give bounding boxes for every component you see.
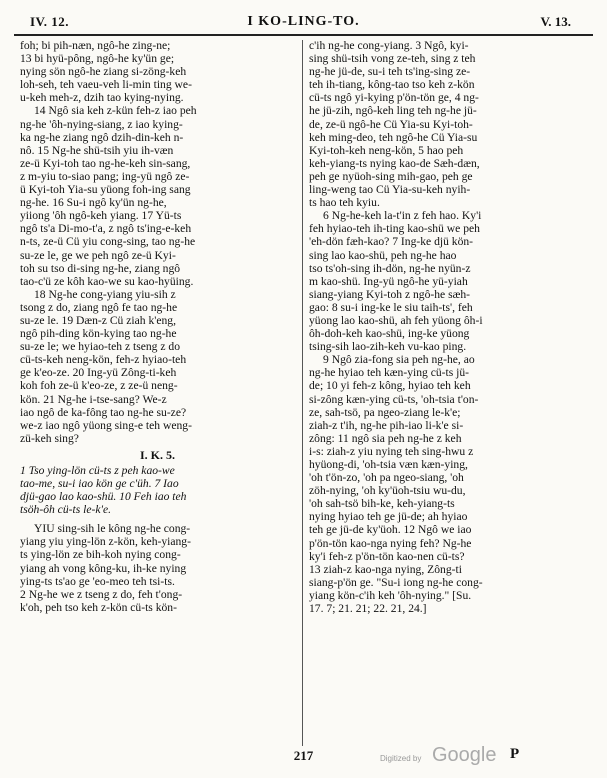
text-line: tao-me, su-i iao kön ge c'üh. 7 Iao: [20, 477, 179, 490]
text-line: i-s: ziah-z yiu nying teh sing-hwu z: [309, 444, 474, 458]
text-line: ng-he. 16 Su-i ngô ky'ün ng-he,: [20, 196, 167, 210]
text-line: ts ying-lön ze bih-koh nying cong-: [20, 548, 181, 562]
text-line: 17. 7; 21. 21; 22. 21, 24.]: [309, 602, 427, 616]
text-line: loh-seh, teh vaeu-veh li-min ting we-: [20, 78, 192, 92]
text-line: 13 bi hyü-pông, ngô-he ky'ün ge;: [20, 52, 175, 66]
text-line: Kyi-toh-keh neng-kön, 5 hao peh: [309, 143, 464, 157]
chapter-summary: [20, 464, 295, 516]
text-line: tsing-sih lao-zih-keh vu-kao ping.: [309, 340, 467, 354]
text-line: m kao-shü. Ing-yü ngô-he yü-yiah: [309, 274, 468, 288]
text-line: keh-yiang-ts nying kao-de Sæh-dæn,: [309, 156, 480, 170]
text-line: tsong z do, ziang ngô fe tao ng-he: [20, 300, 178, 314]
text-line: 6 Ng-he-keh la-t'in z feh hao. Ky'i: [323, 209, 482, 223]
text-line: c'ih ng-he cong-yiang. 3 Ngô, kyi-: [309, 39, 469, 52]
text-line: k'oh, peh tso keh z-kön cü-ts kön-: [20, 600, 177, 614]
text-line: 'oh sah-tsö bih-ke, keh-yiang-ts: [309, 497, 455, 511]
text-line: peh ge nyüoh-sing mih-gao, peh ge: [309, 169, 473, 183]
text-line: zông: 11 ngô sia peh ng-he z keh: [309, 431, 462, 445]
text-line: ziah-z t'ih, ng-he pih-iao li-k'e si-: [309, 418, 464, 432]
header-rule: [14, 34, 593, 36]
text-line: tso ts'oh-sing ih-dön, ng-he nyün-z: [309, 261, 471, 275]
text-line: z m-yiu to-siao pang; ing-yü ngô ze-: [20, 169, 190, 183]
text-line: ka ng-he ziang ngô dzih-din-keh n-: [20, 130, 184, 144]
text-line: djü-gao lao kao-shü. 10 Feh iao teh: [20, 490, 187, 504]
text-line: su-ze le, ge we peh ngô ze-ü Kyi-: [20, 248, 176, 262]
text-line: ts hao teh kyiu.: [309, 196, 380, 210]
chapter-heading: I. K. 5.: [139, 447, 175, 462]
text-line: yiang yiu ying-lön z-kön, keh-yiang-: [20, 535, 191, 549]
text-line: ze, sah-tsö, pa ngeo-ziang le-k'e;: [309, 405, 461, 419]
text-line: zöh-nying, 'oh ky'üoh-tsiu wu-du,: [309, 484, 466, 498]
text-line: de; 10 yi feh-z kông, hyiao teh keh: [309, 379, 471, 393]
left-text-block-b: [20, 522, 295, 614]
text-line: sing shü-tsih vong ze-teh, sing z teh: [309, 52, 476, 66]
right-column: [309, 39, 594, 615]
text-line: toh su tso di-sing ng-he, ziang ngô: [20, 261, 181, 275]
text-line: he jü-zih, ngô-keh ling teh ng-he jü-: [309, 104, 477, 118]
text-line: su-ze le; we hyiao-teh z tseng z do: [20, 340, 180, 354]
digitized-by-label: Digitized by: [380, 754, 422, 763]
text-line: 'oh t'ön-zo, 'oh pa ngeo-siang, 'oh: [309, 471, 464, 485]
text-line: 9 Ngô zia-fong sia peh ng-he, ao: [323, 353, 475, 367]
header-book-title: I KO-LING-TO.: [247, 14, 360, 29]
text-line: koh foh ze-ü k'eo-ze, z ze-ü neng-: [20, 379, 178, 393]
text-line: nô. 15 Ng-he shü-tsih yiu ih-væn: [20, 143, 174, 157]
text-line: ze-ü Kyi-toh tao ng-he-keh sin-sang,: [20, 156, 191, 170]
text-line: yiang kön-c'ih keh 'ôh-nying." [Su.: [309, 588, 472, 602]
text-line: 2 Ng-he we z tseng z do, feh t'ong-: [20, 587, 183, 601]
text-line: 13 ziah-z kao-nga nying, Zông-ti: [309, 562, 462, 576]
page-footer: [0, 744, 607, 772]
header-chapter-ref: IV. 12.: [30, 14, 70, 29]
text-line: 1 Tso ying-lön cü-ts z peh kao-we: [20, 463, 175, 477]
text-line: 14 Ngô sia keh z-kün feh-z iao peh: [34, 104, 197, 118]
right-text-block: [309, 39, 594, 615]
text-line: yiiong 'ôh ngô-keh yiang. 17 Yü-ts: [20, 209, 182, 223]
text-line: zü-keh sing?: [20, 431, 79, 445]
text-line: de, ze-ü ngô-he Cü Yia-su Kyi-toh-: [309, 117, 473, 131]
text-line: gao: 8 su-i ing-ke le siu taih-ts', feh: [309, 300, 473, 314]
text-line: ng-he 'ôh-nying-siang, z iao kying-: [20, 117, 183, 131]
left-text-block-a: [20, 39, 295, 445]
text-line: we-z iao ngô yüong sing-e teh weng-: [20, 418, 192, 432]
text-line: iao ngô de ka-fông tao ng-he su-ze?: [20, 405, 187, 419]
text-line: YIU sing-sih le kông ng-he cong-: [34, 522, 191, 536]
text-line: sing lao kao-shü, peh ng-he hao: [309, 248, 457, 262]
text-line: ngô ts'a Di-mo-t'a, z ngô ts'ing-e-keh: [20, 222, 192, 236]
text-line: siang-p'ön ge. "Su-i iong ng-he cong-: [309, 575, 483, 589]
text-line: cü-ts-keh neng-kön, feh-z hyiao-teh: [20, 353, 187, 367]
text-line: ky'i feh-z p'ön-tön kao-nen cü-ts?: [309, 549, 465, 563]
column-divider: [302, 40, 303, 746]
text-line: foh; bi pih-næn, ngô-he zing-ne;: [20, 39, 171, 52]
text-line: ying-ts ts'ao ge 'eo-meo teh tsi-ts.: [20, 574, 175, 588]
text-line: ôh-doh-keh kao-shü, ing-ke yüong: [309, 327, 470, 341]
text-line: su-ze le. 19 Dæn-z Cü ziah k'eng,: [20, 313, 176, 327]
signature-mark: P: [510, 746, 520, 762]
text-line: ling-weng tao Cü Yia-su-keh nyih-: [309, 183, 471, 197]
text-line: teh ih-tiang, kông-tao tso keh z-kön: [309, 78, 475, 92]
running-header: [14, 14, 593, 34]
text-line: p'ön-tön kao-nga nying feh? Ng-he: [309, 536, 472, 550]
text-line: hyüong-di, 'oh-tsia væn kæn-ying,: [309, 458, 468, 471]
text-line: feh hyiao-teh ih-ting kao-shü we peh: [309, 222, 480, 236]
text-line: 18 Ng-he cong-yiang yiu-sih z: [34, 287, 176, 301]
left-column: [20, 39, 295, 614]
text-line: n-ts, ze-ü Cü yiu cong-sing, tao ng-he: [20, 235, 196, 249]
text-line: ge k'eo-ze. 20 Ing-yü Zông-ti-keh: [20, 366, 177, 380]
text-line: yüong lao kao-shü, ah feh yüong ôh-i: [309, 313, 483, 327]
text-line: kön. 21 Ng-he i-tse-sang? We-z: [20, 392, 167, 406]
text-line: ü Kyi-toh Yia-su yüong foh-ing sang: [20, 183, 191, 197]
text-line: nying hyiao teh ge jü-de; ah hyiao: [309, 510, 468, 524]
page-number: 217: [293, 748, 314, 763]
text-line: keh ming-deo, teh ngô-he Cü Yia-su: [309, 130, 478, 144]
text-line: 'eh-dön fæh-kao? 7 Ing-ke djü kön-: [309, 235, 474, 249]
text-line: teh ge jü-de ky'üoh. 12 Ngô we iao: [309, 523, 472, 537]
text-line: ng-he jü-de, su-i teh ts'ing-sing ze-: [309, 65, 471, 79]
text-line: tao-c'ü ze kôh kao-we su kao-hyüing.: [20, 274, 194, 288]
text-line: cü-ts ngô yi-kying p'ön-tön ge, 4 ng-: [309, 91, 479, 105]
text-line: si-zông kæn-ying cü-ts, 'oh-tsia t'on-: [309, 392, 479, 406]
google-watermark: Google: [432, 744, 497, 766]
text-line: ngô pih-ding kön-kying tao ng-he: [20, 327, 177, 341]
header-verse-ref: V. 13.: [540, 14, 571, 29]
text-line: yiang ah vong kông-ku, ih-ke nying: [20, 561, 187, 575]
text-line: ng-he hyiao teh kæn-ying cü-ts jü-: [309, 366, 470, 380]
text-line: siang-yiang Kyi-toh z ngô-he sæh-: [309, 287, 470, 301]
text-line: nying sön ngô-he ziang si-zöng-keh: [20, 65, 187, 79]
text-line: u-keh meh-z, dzih tao kying-nying.: [20, 91, 184, 105]
text-line: tsöh-ôh cü-ts le-k'e.: [20, 503, 112, 517]
